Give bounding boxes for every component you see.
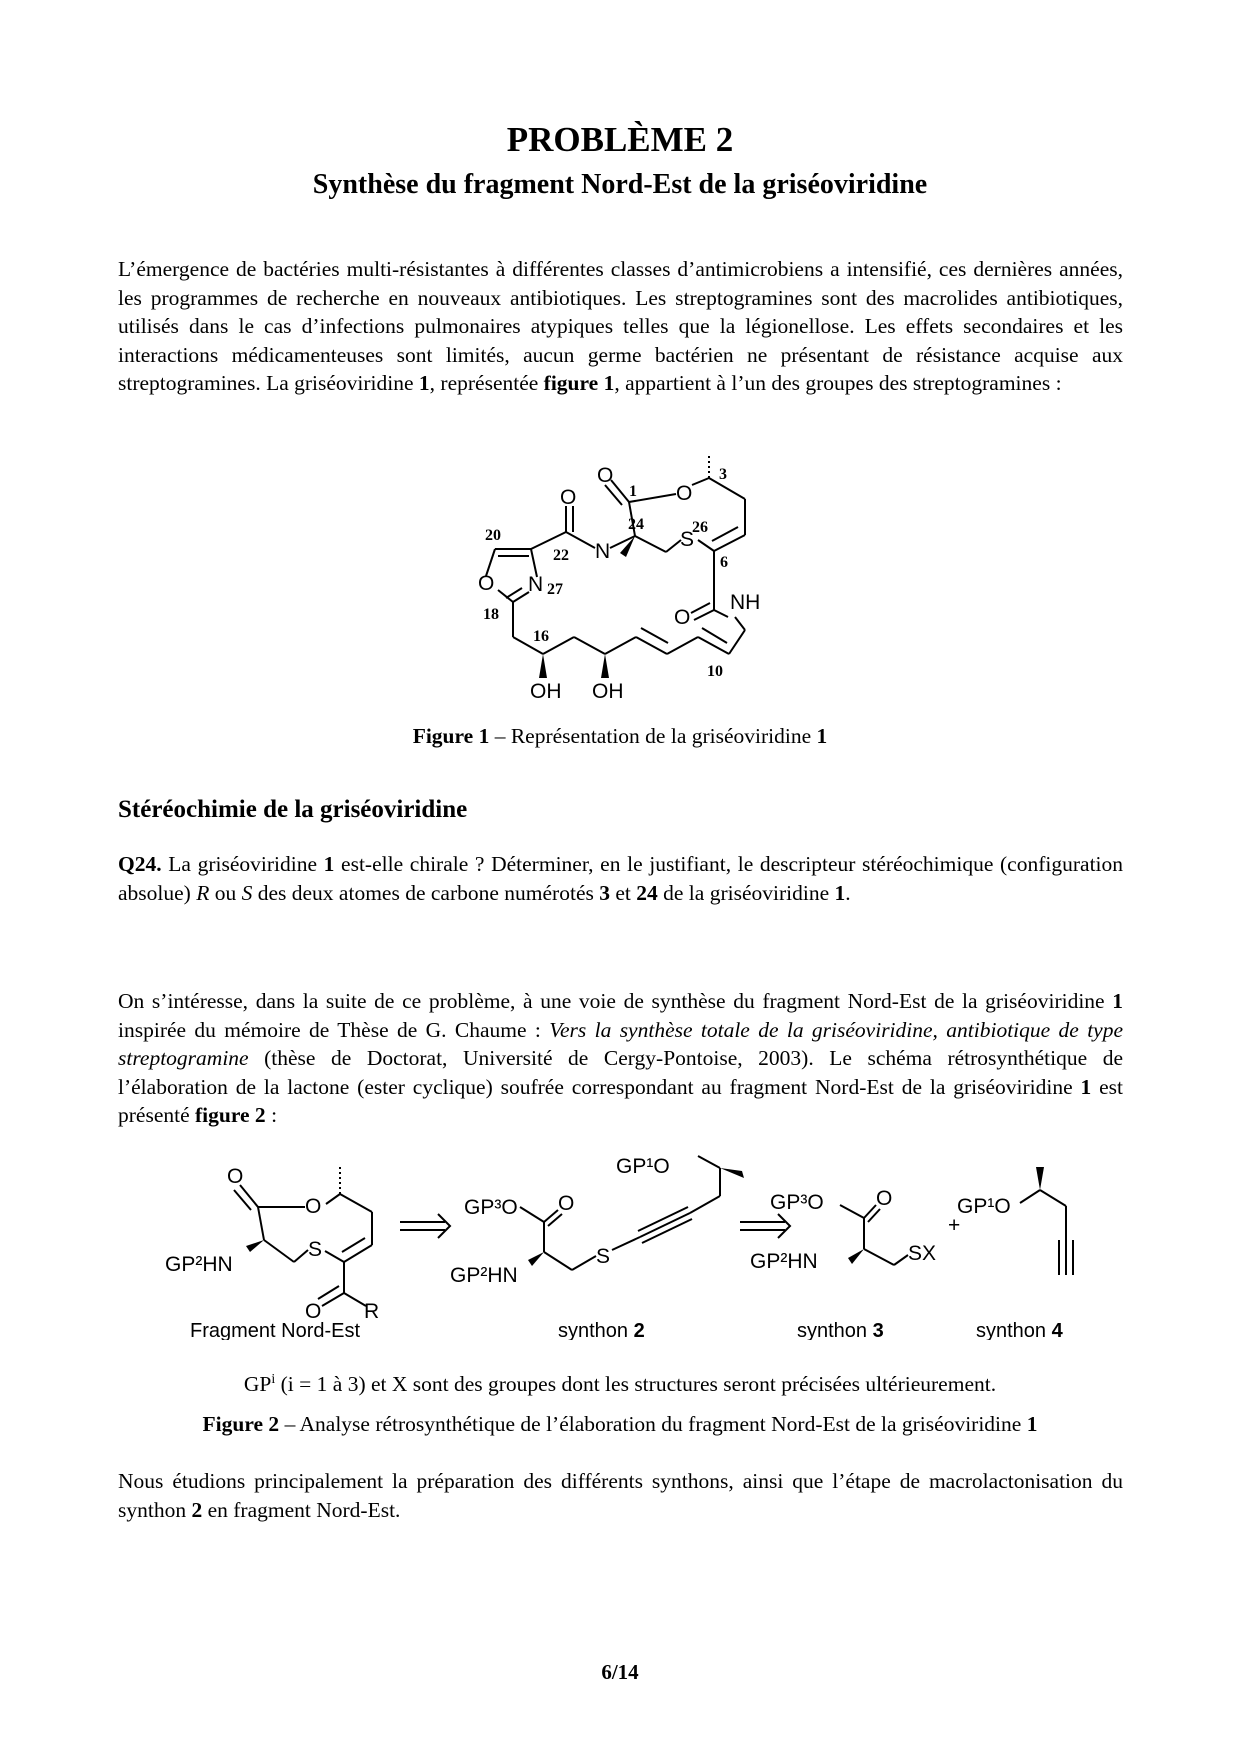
atom-number-10: 10	[707, 663, 723, 680]
atom-number-22: 22	[553, 547, 569, 564]
para3-text-2: en fragment Nord-Est.	[202, 1497, 401, 1522]
frag-atom-o-bottom: O	[305, 1300, 322, 1323]
s4-gp1o: GP¹O	[957, 1195, 1011, 1218]
problem-title: PROBLÈME 2	[506, 120, 734, 159]
para2-text-3: (thèse de Doctorat, Université de Cergy-Pontoise, 2003). Le schéma rétrosynthétique de l’élaboration de la lactone (ester cyclique) soufrée correspondant au fragment Nord-Est de la griséoviridine	[118, 1046, 1123, 1099]
s2-gp2hn: GP²HN	[450, 1264, 518, 1287]
label-fragment-nord-est: Fragment Nord-Est	[190, 1320, 361, 1340]
retrosynthesis-scheme	[150, 1150, 1100, 1340]
figure1-caption-num: 1	[816, 724, 828, 748]
section-heading: Stéréochimie de la griséoviridine	[118, 796, 468, 823]
figure1-caption	[0, 722, 1240, 750]
atom-number-16: 16	[533, 628, 549, 645]
atom-o-amide: O	[560, 486, 577, 509]
label-synthon-4: synthon 4	[976, 1320, 1063, 1340]
note-gp: GP	[243, 1372, 272, 1397]
atom-number-18: 18	[483, 606, 499, 623]
s2-gp3o: GP³O	[464, 1196, 518, 1219]
q24-text-6: de la griséoviridine	[657, 880, 835, 905]
problem-subtitle: Synthèse du fragment Nord-Est de la griséoviridine	[312, 169, 928, 200]
para2-thesis-title: Vers la synthèse totale de la griséoviridine, antibiotique de type streptogramine	[118, 1017, 1124, 1071]
intro-paragraph	[118, 255, 1123, 398]
q24-text-7: .	[845, 880, 851, 905]
q24-text-4: des deux atomes de carbone numérotés	[252, 880, 600, 905]
atom-number-27: 27	[547, 581, 563, 598]
atom-number-1: 1	[629, 483, 637, 500]
para2-text-2: inspirée du mémoire de Thèse de G. Chaume :	[118, 1017, 550, 1042]
s2-gp1o: GP¹O	[616, 1155, 670, 1178]
intro-text: L’émergence de bactéries multi-résistantes à différentes classes d’antimicrobiens a intensifié, ces dernières années, les programmes de recherche en nouveaux antibiotiques. Les streptogramines sont des macrolides antibiotiques, utilisés dans le cas d’infections pulmonaires atypiques telles que la légionellose. Les effets secondaires et les interactions médicamenteuses sont limités, aucun germe bactérien ne présentant de résistance acquise aux streptogramines. La griséoviridine	[118, 257, 1123, 396]
synthesis-paragraph	[118, 987, 1123, 1130]
para2-figure-ref: figure 2	[195, 1103, 266, 1128]
figure2-caption	[0, 1410, 1240, 1438]
para2-text-5: :	[265, 1103, 278, 1128]
atom-oh-1: OH	[530, 680, 562, 703]
q24-bold-3: 3	[599, 880, 610, 905]
atom-s: S	[680, 528, 695, 551]
s2-atom-s: S	[596, 1245, 611, 1268]
intro-text-3: , appartient à l’un des groupes des streptogramines :	[614, 371, 1062, 396]
plus-sign: +	[948, 1214, 961, 1237]
atom-number-3: 3	[719, 466, 727, 483]
atom-o-ring: O	[676, 482, 693, 505]
q24-italic-s: S	[241, 880, 253, 905]
q24-text-5: et	[609, 880, 637, 905]
q24-bold-1b: 1	[834, 880, 846, 905]
figure2-caption-num: 1	[1026, 1412, 1038, 1436]
atom-n-amide: N	[595, 540, 611, 563]
atom-oh-2: OH	[592, 680, 624, 703]
figure1-caption-text: – Représentation de la griséoviridine	[489, 724, 817, 748]
label-synthon-2: synthon 2	[558, 1320, 645, 1340]
q24-text-2: est-elle chirale ? Déterminer, en le justifiant, le descripteur stéréochimique (configuration absolue)	[118, 852, 1124, 905]
frag-atom-s: S	[308, 1238, 323, 1261]
q24-label: Q24.	[118, 852, 162, 876]
para2-bold-1: 1	[1112, 989, 1123, 1013]
intro-figure-ref: figure 1	[543, 371, 615, 396]
note-text: (i = 1 à 3) et X sont des groupes dont les structures seront précisées ultérieurement.	[275, 1372, 997, 1397]
frag-atom-r: R	[364, 1300, 380, 1323]
para2-text-4: est présenté	[118, 1074, 1123, 1128]
atom-nh: NH	[730, 591, 761, 614]
intro-bold-1: 1	[418, 371, 430, 396]
s3-sx: SX	[908, 1242, 937, 1265]
frag-atom-o-top: O	[227, 1165, 244, 1188]
atom-number-24: 24	[628, 516, 644, 533]
figure1-caption-label: Figure 1	[412, 724, 490, 748]
atom-number-20: 20	[485, 527, 501, 544]
figure2-caption-text: – Analyse rétrosynthétique de l’élaboration du fragment Nord-Est de la griséoviridine	[279, 1412, 1027, 1436]
atom-o-carbonyl: O	[597, 464, 614, 487]
question-q24	[118, 850, 1123, 907]
para3-text-1: Nous étudions principalement la préparation des différents synthons, ainsi que l’étape de macrolactonisation du synthon	[118, 1469, 1123, 1522]
atom-o-oxazole: O	[478, 572, 495, 595]
frag-atom-o-ring: O	[305, 1195, 322, 1218]
atom-n-oxazole: N	[528, 573, 544, 596]
note-sup: i	[271, 1372, 276, 1387]
para3-bold: 2	[191, 1497, 203, 1522]
para2-text-1: On s’intéresse, dans la suite de ce problème, à une voie de synthèse du fragment Nord-Est de la griséoviridine	[118, 989, 1113, 1013]
atom-number-26: 26	[692, 519, 708, 536]
frag-gp2hn: GP²HN	[165, 1253, 233, 1276]
s3-gp2hn: GP²HN	[750, 1250, 818, 1273]
label-synthon-3: synthon 3	[797, 1320, 884, 1340]
closing-paragraph	[118, 1467, 1123, 1524]
page-number: 6/14	[601, 1660, 639, 1684]
q24-bold-1: 1	[323, 852, 335, 876]
atom-number-6: 6	[720, 554, 728, 571]
figure2-caption-label: Figure 2	[202, 1412, 280, 1436]
para2-bold-2: 1	[1080, 1074, 1092, 1099]
figure2-note	[0, 1366, 1240, 1398]
s3-gp3o: GP³O	[770, 1191, 824, 1214]
s3-atom-o: O	[876, 1187, 893, 1210]
q24-text-3: ou	[209, 880, 242, 905]
q24-bold-24: 24	[636, 880, 658, 905]
griseoviridine-structure	[460, 455, 800, 705]
intro-text-2: , représentée	[429, 371, 544, 396]
s2-atom-o: O	[558, 1192, 575, 1215]
q24-text-1: La griséoviridine	[161, 852, 324, 876]
atom-o-amide-bottom: O	[674, 606, 691, 629]
q24-italic-r: R	[196, 880, 210, 905]
